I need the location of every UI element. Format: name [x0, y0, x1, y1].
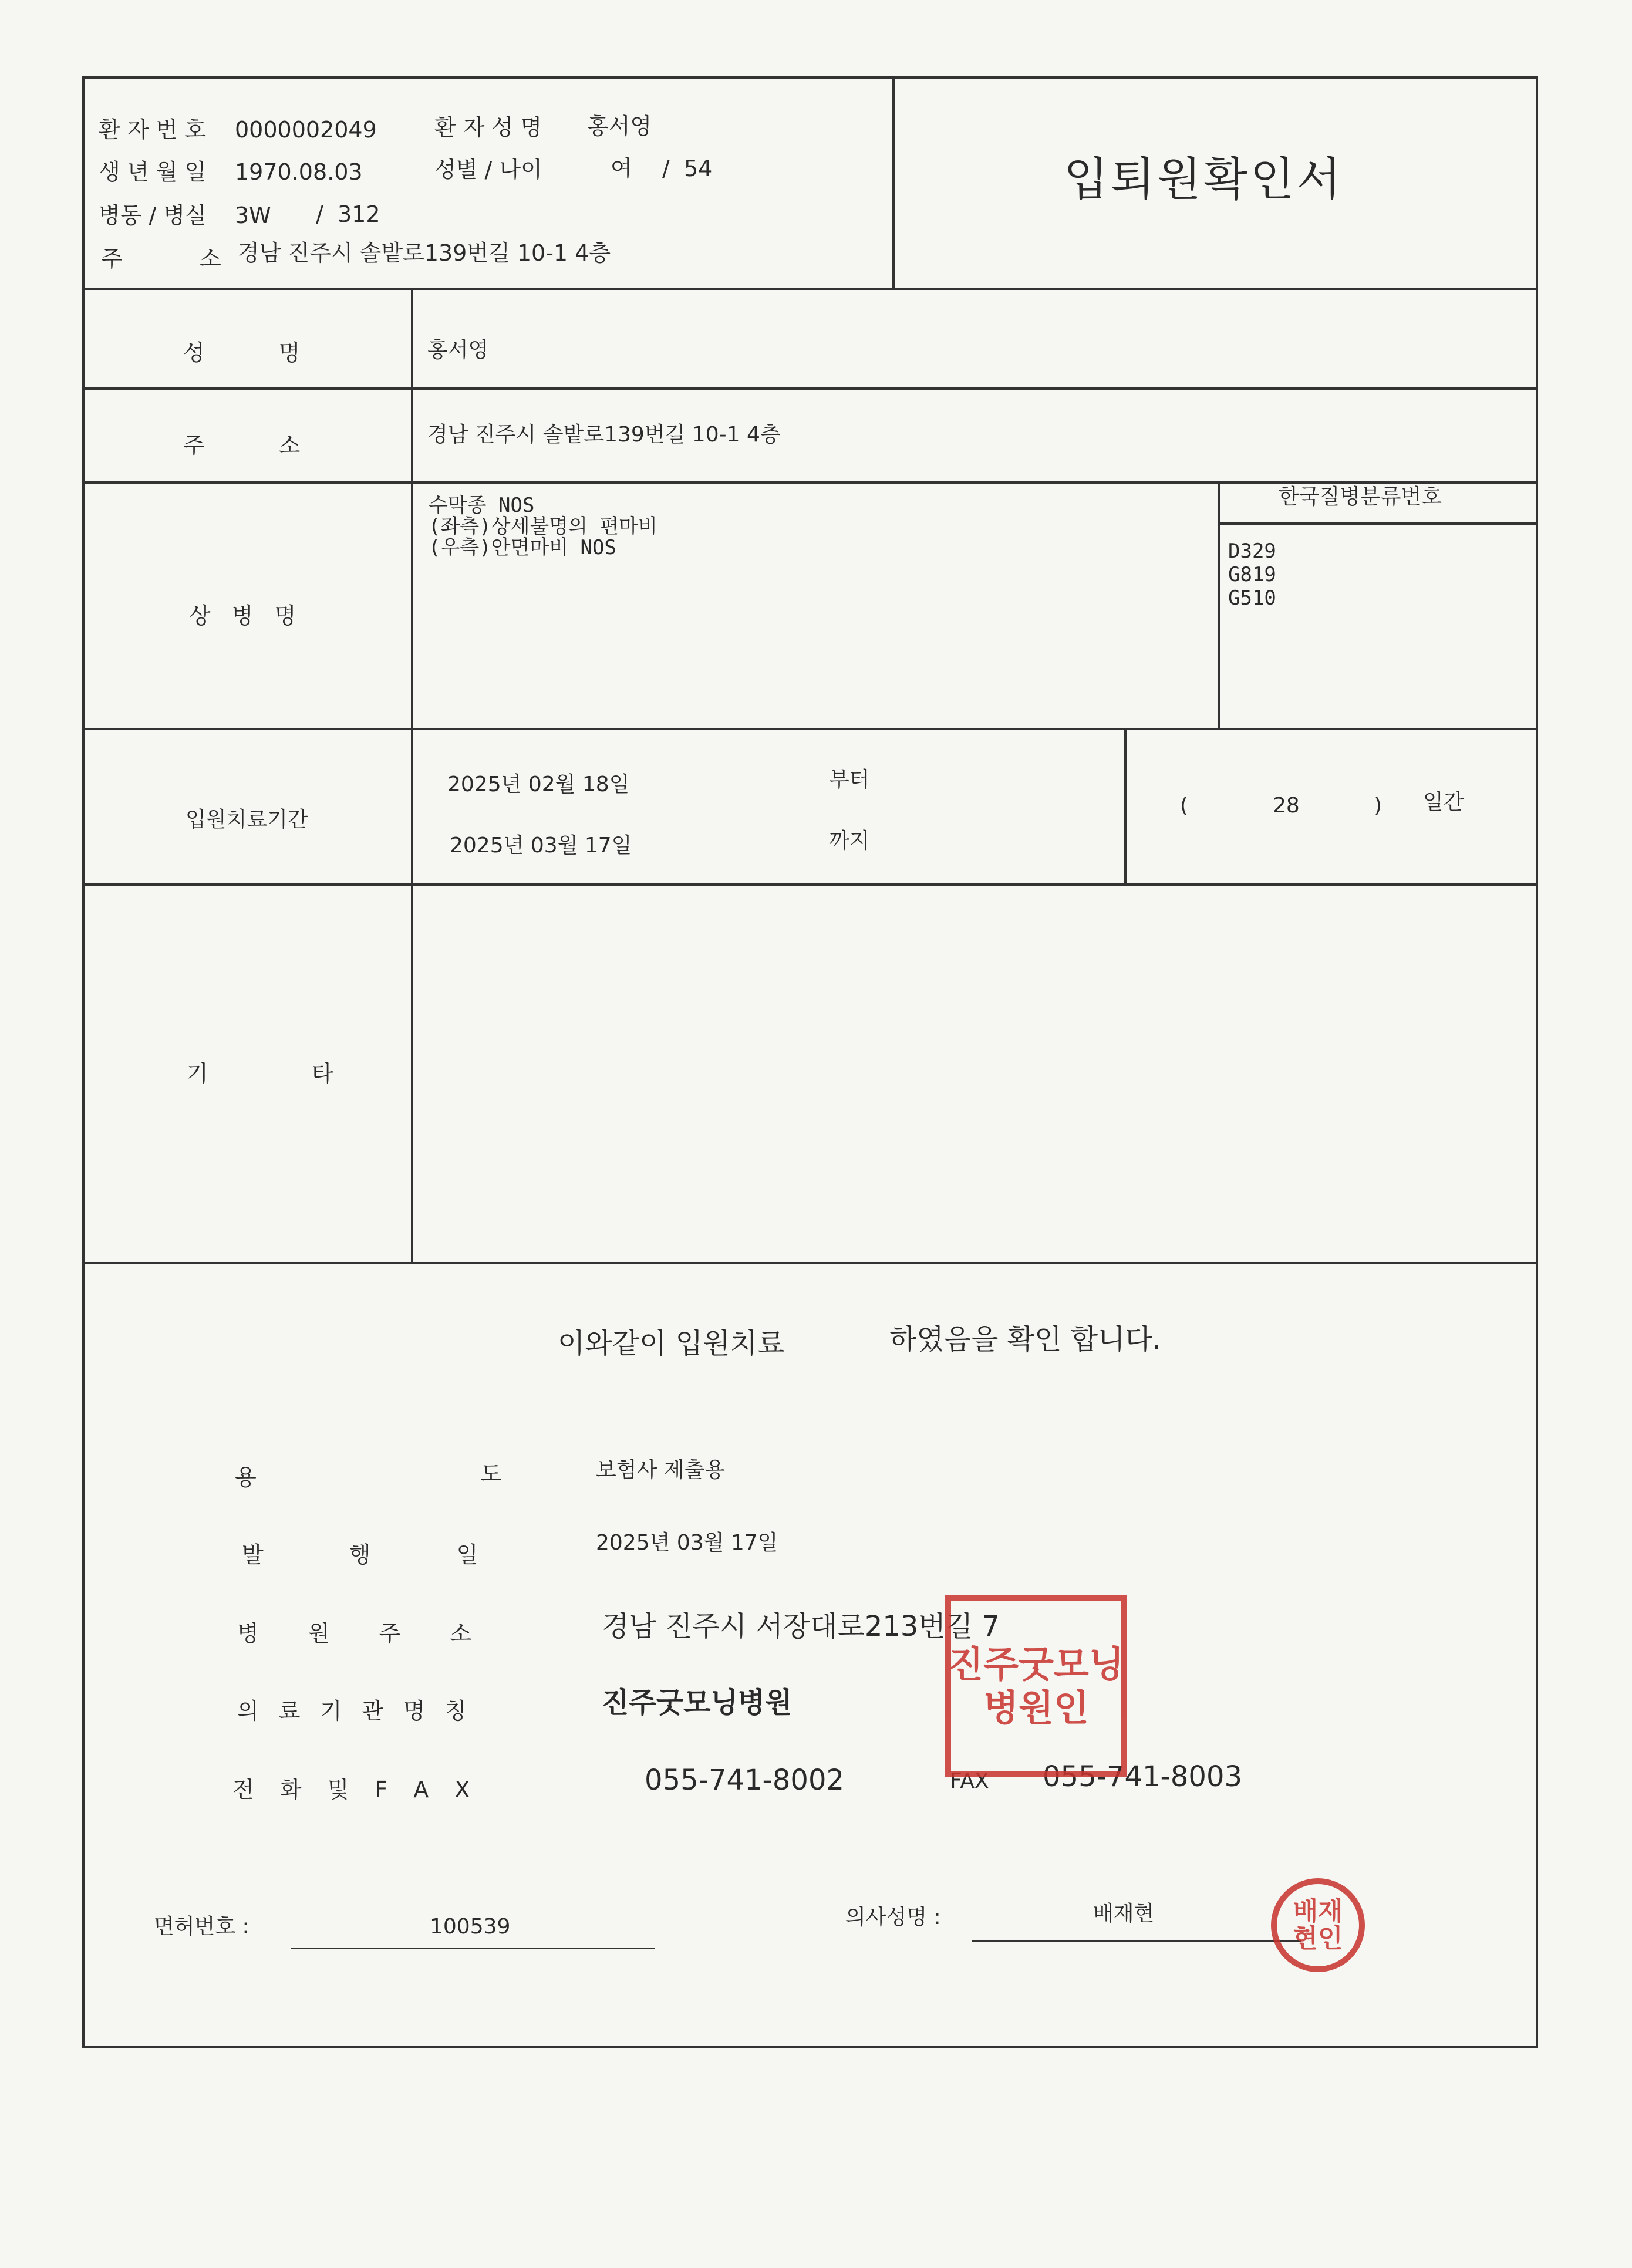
statement-part-a: 이와같이 입원치료	[558, 1327, 785, 1360]
purpose-value: 보험사 제출용	[596, 1458, 726, 1482]
kcd-header-line	[1219, 522, 1536, 525]
diagnosis-item: (좌측)상세불명의 편마비	[429, 515, 657, 538]
sex: 여	[611, 156, 632, 181]
days-open-paren: (	[1180, 794, 1189, 818]
period-to: 2025년 03월 17일	[450, 833, 632, 858]
diagnosis-item: (우측)안면마비 NOS	[429, 536, 616, 559]
patient-name: 홍서영	[587, 113, 652, 139]
days-column-line	[1124, 729, 1127, 885]
period-from: 2025년 02월 18일	[447, 772, 630, 797]
diagnosis-label: 상 병 명	[189, 603, 298, 629]
kcd-header-label: 한국질병분류번호	[1279, 485, 1442, 509]
statement-part-b: 하였음을 확인 합니다.	[889, 1323, 1162, 1356]
days-count: 28	[1273, 794, 1300, 818]
days-close-paren: )	[1374, 794, 1383, 818]
issue-date: 2025년 03월 17일	[596, 1531, 778, 1555]
doctor-seal	[1271, 1878, 1365, 1972]
age-separator: /	[662, 156, 670, 181]
doctor-underline	[972, 1940, 1301, 1942]
to-word: 까지	[829, 829, 870, 853]
row-line	[83, 481, 1537, 484]
document-title: 입퇴원확인서	[1064, 153, 1344, 206]
kcd-code: G819	[1228, 563, 1276, 586]
license-number: 100539	[430, 1915, 511, 1939]
address-label-a: 주	[101, 246, 123, 272]
name-value: 홍서영	[427, 338, 489, 362]
fax-label: FAX	[950, 1769, 989, 1793]
doctor-seal-text: 배재 현인	[1293, 1896, 1343, 1953]
fax-number: 055-741-8003	[1043, 1760, 1243, 1793]
hospital-name-label: 의 료 기 관 명 칭	[237, 1698, 468, 1724]
license-underline	[291, 1948, 655, 1949]
patient-no: 0000002049	[235, 117, 377, 143]
tel-fax-label: 전 화 및 F A X	[232, 1777, 471, 1803]
doctor-label: 의사성명 :	[845, 1905, 941, 1929]
birth-label: 생 년 월 일	[99, 159, 207, 185]
address-label-b: 소	[200, 246, 221, 272]
header-address: 경남 진주시 솔밭로139번길 10-1 4층	[238, 240, 611, 266]
row-line	[83, 387, 1537, 390]
ward-label: 병동 / 병실	[99, 203, 207, 228]
doctor-name: 배재현	[1093, 1902, 1155, 1926]
kcd-code: G510	[1228, 586, 1276, 610]
row-line	[83, 1262, 1537, 1264]
etc-label: 기 타	[187, 1061, 335, 1086]
room: 312	[338, 201, 380, 227]
sex-age-label: 성별 / 나이	[434, 157, 542, 183]
diagnosis-item: 수막종 NOS	[429, 494, 535, 517]
days-unit: 일간	[1423, 790, 1464, 814]
issue-date-label: 발 행 일	[242, 1542, 480, 1568]
address-row-value: 경남 진주시 솔밭로139번길 10-1 4층	[427, 423, 781, 447]
row-line	[83, 728, 1537, 730]
hospital-seal-text: 진주굿모닝 병원인	[948, 1642, 1124, 1729]
address-row-label: 주 소	[183, 433, 302, 458]
purpose-label-b: 도	[480, 1461, 503, 1487]
kcd-code: D329	[1228, 539, 1276, 563]
tel-number: 055-741-8002	[645, 1764, 845, 1797]
row-line	[83, 288, 1537, 290]
hospital-seal	[945, 1595, 1127, 1777]
name-label: 성 명	[183, 340, 302, 366]
period-label: 입원치료기간	[186, 808, 308, 832]
hospital-name: 진주굿모닝병원	[602, 1686, 793, 1719]
row-line	[83, 883, 1537, 886]
purpose-label-a: 용	[235, 1464, 258, 1490]
birth-date: 1970.08.03	[235, 159, 363, 185]
header-divider	[892, 77, 895, 290]
hospital-address-label: 병 원 주 소	[237, 1621, 473, 1646]
age: 54	[684, 156, 713, 181]
patient-name-label: 환 자 성 명	[434, 114, 542, 140]
ward: 3W	[235, 203, 271, 228]
from-word: 부터	[829, 768, 870, 792]
patient-no-label: 환 자 번 호	[99, 117, 207, 143]
kcd-column-line	[1218, 482, 1220, 729]
room-separator: /	[316, 201, 323, 227]
hospital-address: 경남 진주시 서장대로213번길 7	[602, 1610, 1000, 1643]
label-column-line	[411, 289, 413, 1263]
license-label: 면허번호 :	[154, 1915, 249, 1939]
